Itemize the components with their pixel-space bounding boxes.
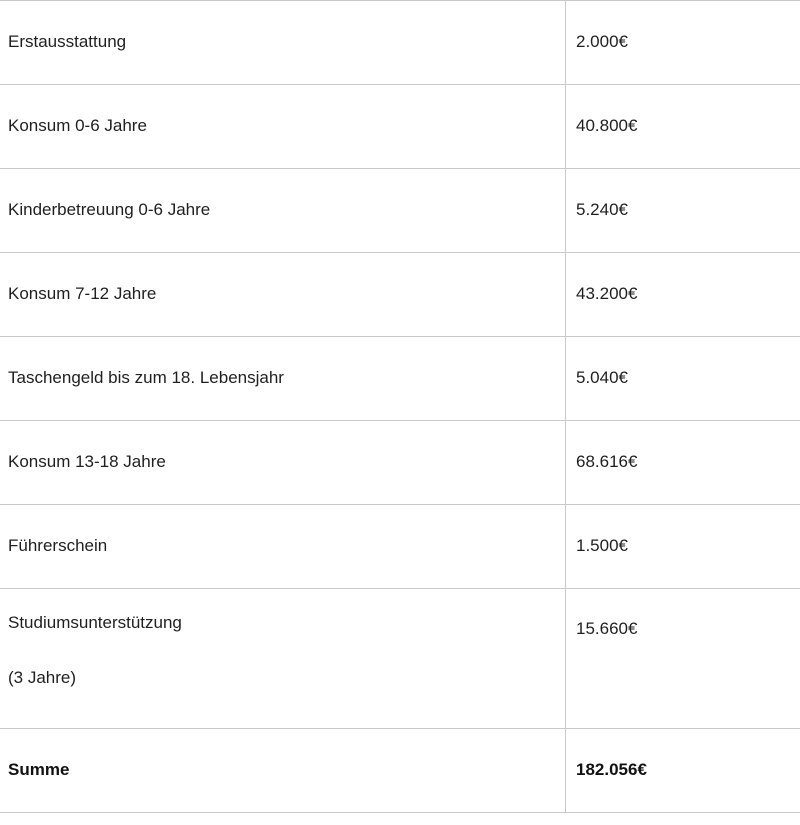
table-row bbox=[0, 1, 800, 85]
row-label: Kinderbetreuung 0-6 Jahre bbox=[0, 169, 566, 253]
row-label: Konsum 0-6 Jahre bbox=[0, 85, 566, 169]
row-label-line-1: Studiumsunterstützung bbox=[8, 613, 182, 632]
table-row bbox=[0, 421, 800, 505]
table-row bbox=[0, 85, 800, 169]
row-value: 15.660€ bbox=[566, 589, 800, 729]
row-label: Konsum 13-18 Jahre bbox=[0, 421, 566, 505]
table-row bbox=[0, 589, 800, 729]
row-value: 1.500€ bbox=[566, 505, 800, 589]
row-label: Taschengeld bis zum 18. Lebensjahr bbox=[0, 337, 566, 421]
row-value: 5.040€ bbox=[566, 337, 800, 421]
total-value: 182.056€ bbox=[566, 729, 800, 813]
table-row bbox=[0, 169, 800, 253]
row-value: 40.800€ bbox=[566, 85, 800, 169]
table-row-total bbox=[0, 729, 800, 813]
table-row bbox=[0, 337, 800, 421]
row-value: 43.200€ bbox=[566, 253, 800, 337]
row-label: Konsum 7-12 Jahre bbox=[0, 253, 566, 337]
row-value: 2.000€ bbox=[566, 1, 800, 85]
row-value: 68.616€ bbox=[566, 421, 800, 505]
row-label: Führerschein bbox=[0, 505, 566, 589]
table-body bbox=[0, 1, 800, 813]
table-row bbox=[0, 505, 800, 589]
total-label: Summe bbox=[0, 729, 566, 813]
row-label: Erstausstattung bbox=[0, 1, 566, 85]
row-label-line-2: (3 Jahre) bbox=[8, 667, 77, 687]
table-row bbox=[0, 253, 800, 337]
row-label bbox=[0, 589, 566, 729]
row-value: 5.240€ bbox=[566, 169, 800, 253]
